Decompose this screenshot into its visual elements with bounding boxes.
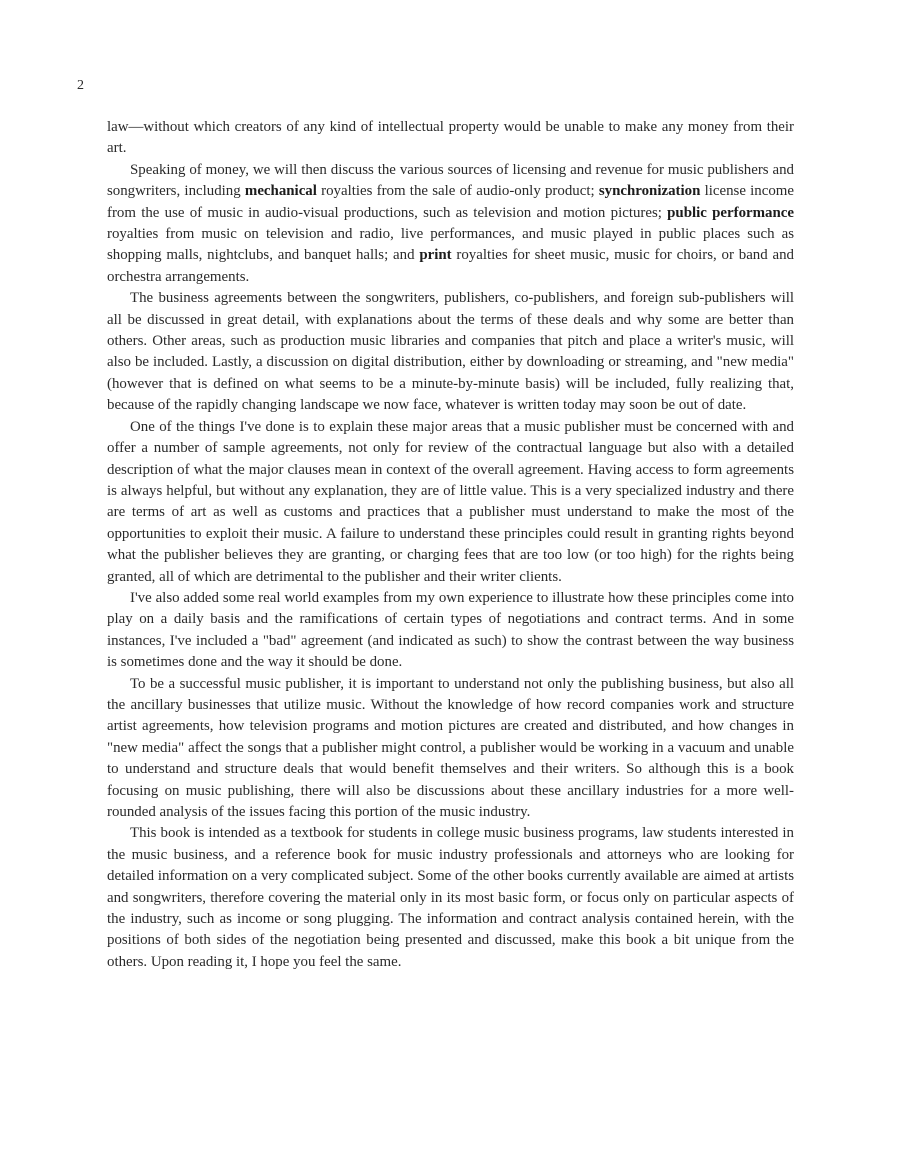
text-run: Speaking of money, we will then discuss the various sources of licensing and revenue for music publishers and songwriters, including [107, 161, 794, 200]
text-run: The business agreements between the songwriters, publishers, co-publishers, and foreign sub-publishers will all be discussed in great detail, with explanations about the terms of these deals and why some are better than others. Other areas, such as production music libraries and companies that pitch and place a writer's music, will also be included. Lastly, a discussion on digital distribution, either by downloading or streaming, and "new media" (however that is defined on what seems to be a minute-by-minute basis) will be included, fully realizing that, because of the rapidly changing landscape we now face, whatever is written today may soon be out of date. [107, 290, 794, 414]
paragraph-7 [107, 823, 794, 973]
page-number: 2 [77, 78, 84, 93]
text-run: One of the things I've done is to explain these major areas that a music publisher must be concerned with and offer a number of sample agreements, not only for review of the contractual language but also with a detailed description of what the major clauses mean in context of the overall agreement. Having access to form agreements is always helpful, but without any explanation, they are of little value. This is a very specialized industry and there are terms of art as well as customs and practices that a publisher must understand to make the most of the opportunities to exploit their music. A failure to understand these principles could result in granting rights beyond what the publisher believes they are granting, or charging fees that are too low (or too high) for the rights being granted, all of which are detrimental to the publisher and their writer clients. [107, 418, 794, 585]
text-run: royalties for sheet music, music for choirs, or band and orchestra arrangements. [107, 247, 794, 285]
paragraph-3 [107, 288, 794, 416]
text-run: royalties from the sale of audio-only product; [316, 183, 599, 200]
paragraph-1 [107, 117, 794, 160]
text-run: This book is intended as a textbook for students in college music business programs, law students interested in the music business, and a reference book for music industry professionals and attorneys who are looking for detailed information on a very complicated subject. Some of the other books currently available are aimed at artists and songwriters, therefore covering the material only in its most basic form, or focus only on particular aspects of the industry, such as income or song plugging. The information and contract analysis contained herein, with the positions of both sides of the negotiation being presented and discussed, make this book a bit unique from the others. Upon reading it, I hope you feel the same. [107, 825, 794, 970]
text-run: law—without which creators of any kind of intellectual property would be unable to make any money from their art. [107, 119, 794, 157]
text-run: I've also added some real world examples from my own experience to illustrate how these principles come into play on a daily basis and the ramifications of certain types of negotiations and contract terms. And in some instances, I've included a "bad" agreement (and indicated as such) to show the contrast between the way business is sometimes done and the way it should be done. [107, 589, 794, 671]
paragraph-2 [107, 160, 794, 288]
term-synchronization: synchronization [598, 183, 701, 200]
body-text [107, 117, 794, 973]
text-run: royalties from music on television and radio, live performances, and music played in public places such as shopping malls, nightclubs, and banquet halls; and [107, 226, 794, 264]
text-run: To be a successful music publisher, it is important to understand not only the publishing business, but also all the ancillary businesses that utilize music. Without the knowledge of how record companies work and structure artist agreements, how television programs and motion pictures are created and distributed, and how changes in "new media" affect the songs that a publisher might control, a publisher would be working in a vacuum and unable to understand and structure deals that would benefit themselves and their writers. So although this is a book focusing on music publishing, there will also be discussions about these ancillary industries for a more well-rounded analysis of the issues facing this portion of the music industry. [107, 675, 794, 820]
term-mechanical: mechanical [244, 183, 317, 200]
paragraph-6 [107, 674, 794, 824]
term-print: print [419, 247, 452, 264]
paragraph-5 [107, 588, 794, 674]
paragraph-4 [107, 417, 794, 588]
text-run: license income from the use of music in audio-visual productions, such as television and motion pictures; [107, 183, 794, 221]
term-public-performance: public performance [667, 204, 794, 221]
